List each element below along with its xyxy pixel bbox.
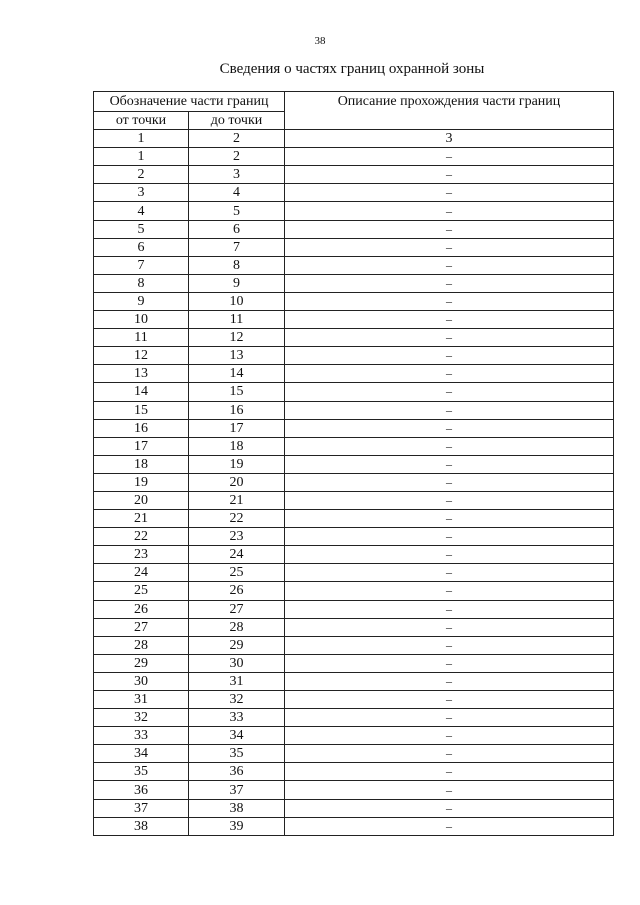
to-point-cell: 9 <box>189 274 285 292</box>
to-point-cell: 30 <box>189 654 285 672</box>
description-cell: – <box>285 510 614 528</box>
description-cell: – <box>285 491 614 509</box>
from-point-cell: 12 <box>94 347 189 365</box>
description-cell: – <box>285 473 614 491</box>
table-row <box>94 636 614 654</box>
to-point-cell: 19 <box>189 455 285 473</box>
table-row <box>94 238 614 256</box>
to-point-cell: 14 <box>189 365 285 383</box>
from-point-cell: 27 <box>94 618 189 636</box>
table-row <box>94 292 614 310</box>
from-point-cell: 22 <box>94 528 189 546</box>
from-point-cell: 2 <box>94 166 189 184</box>
table-row <box>94 618 614 636</box>
table-row <box>94 709 614 727</box>
description-cell: – <box>285 238 614 256</box>
from-point-cell: 32 <box>94 709 189 727</box>
to-point-cell: 24 <box>189 546 285 564</box>
to-point-cell: 5 <box>189 202 285 220</box>
table-row <box>94 781 614 799</box>
to-point-cell: 28 <box>189 618 285 636</box>
to-point-cell: 32 <box>189 691 285 709</box>
description-cell: – <box>285 202 614 220</box>
header-boundary-description: Описание прохождения части границ <box>285 92 614 130</box>
to-point-cell: 38 <box>189 799 285 817</box>
to-point-cell: 4 <box>189 184 285 202</box>
table-row <box>94 817 614 835</box>
table-row <box>94 437 614 455</box>
table-row <box>94 672 614 690</box>
column-number-cell: 3 <box>285 130 614 148</box>
table-row <box>94 564 614 582</box>
from-point-cell: 20 <box>94 491 189 509</box>
table-row <box>94 419 614 437</box>
description-cell: – <box>285 636 614 654</box>
from-point-cell: 31 <box>94 691 189 709</box>
table-row <box>94 347 614 365</box>
description-cell: – <box>285 564 614 582</box>
description-cell: – <box>285 817 614 835</box>
to-point-cell: 35 <box>189 745 285 763</box>
description-cell: – <box>285 709 614 727</box>
description-cell: – <box>285 347 614 365</box>
from-point-cell: 19 <box>94 473 189 491</box>
to-point-cell: 18 <box>189 437 285 455</box>
table-row <box>94 148 614 166</box>
description-cell: – <box>285 184 614 202</box>
page-number: 38 <box>314 35 326 47</box>
description-cell: – <box>285 582 614 600</box>
to-point-cell: 31 <box>189 672 285 690</box>
description-cell: – <box>285 781 614 799</box>
from-point-cell: 6 <box>94 238 189 256</box>
from-point-cell: 33 <box>94 727 189 745</box>
from-point-cell: 36 <box>94 781 189 799</box>
description-cell: – <box>285 745 614 763</box>
description-cell: – <box>285 311 614 329</box>
table-row <box>94 799 614 817</box>
from-point-cell: 29 <box>94 654 189 672</box>
from-point-cell: 13 <box>94 365 189 383</box>
description-cell: – <box>285 600 614 618</box>
table-row <box>94 401 614 419</box>
from-point-cell: 5 <box>94 220 189 238</box>
description-cell: – <box>285 799 614 817</box>
from-point-cell: 28 <box>94 636 189 654</box>
to-point-cell: 34 <box>189 727 285 745</box>
table-row <box>94 311 614 329</box>
to-point-cell: 12 <box>189 329 285 347</box>
table-row <box>94 654 614 672</box>
table-row <box>94 184 614 202</box>
table-row <box>94 166 614 184</box>
table-row <box>94 256 614 274</box>
table-body <box>94 148 614 836</box>
from-point-cell: 7 <box>94 256 189 274</box>
to-point-cell: 25 <box>189 564 285 582</box>
to-point-cell: 36 <box>189 763 285 781</box>
to-point-cell: 3 <box>189 166 285 184</box>
to-point-cell: 6 <box>189 220 285 238</box>
from-point-cell: 18 <box>94 455 189 473</box>
description-cell: – <box>285 256 614 274</box>
table-row <box>94 329 614 347</box>
to-point-cell: 33 <box>189 709 285 727</box>
header-from-point: от точки <box>94 112 189 130</box>
table-row <box>94 582 614 600</box>
table-header-row <box>94 92 614 112</box>
to-point-cell: 16 <box>189 401 285 419</box>
table-row <box>94 491 614 509</box>
description-cell: – <box>285 618 614 636</box>
description-cell: – <box>285 166 614 184</box>
description-cell: – <box>285 654 614 672</box>
table-row <box>94 510 614 528</box>
from-point-cell: 30 <box>94 672 189 690</box>
table-row <box>94 220 614 238</box>
table-row <box>94 691 614 709</box>
from-point-cell: 25 <box>94 582 189 600</box>
header-to-point: до точки <box>189 112 285 130</box>
to-point-cell: 13 <box>189 347 285 365</box>
to-point-cell: 39 <box>189 817 285 835</box>
from-point-cell: 11 <box>94 329 189 347</box>
table-row <box>94 763 614 781</box>
column-number-cell: 1 <box>94 130 189 148</box>
table-row <box>94 727 614 745</box>
from-point-cell: 10 <box>94 311 189 329</box>
description-cell: – <box>285 455 614 473</box>
from-point-cell: 17 <box>94 437 189 455</box>
table-row <box>94 455 614 473</box>
to-point-cell: 26 <box>189 582 285 600</box>
to-point-cell: 29 <box>189 636 285 654</box>
description-cell: – <box>285 691 614 709</box>
from-point-cell: 34 <box>94 745 189 763</box>
description-cell: – <box>285 292 614 310</box>
to-point-cell: 10 <box>189 292 285 310</box>
from-point-cell: 15 <box>94 401 189 419</box>
to-point-cell: 23 <box>189 528 285 546</box>
boundary-parts-table <box>93 91 614 836</box>
description-cell: – <box>285 727 614 745</box>
from-point-cell: 14 <box>94 383 189 401</box>
table-row <box>94 274 614 292</box>
description-cell: – <box>285 528 614 546</box>
from-point-cell: 9 <box>94 292 189 310</box>
description-cell: – <box>285 220 614 238</box>
from-point-cell: 16 <box>94 419 189 437</box>
from-point-cell: 1 <box>94 148 189 166</box>
table-row <box>94 473 614 491</box>
to-point-cell: 17 <box>189 419 285 437</box>
from-point-cell: 26 <box>94 600 189 618</box>
to-point-cell: 27 <box>189 600 285 618</box>
to-point-cell: 20 <box>189 473 285 491</box>
to-point-cell: 7 <box>189 238 285 256</box>
description-cell: – <box>285 437 614 455</box>
description-cell: – <box>285 329 614 347</box>
from-point-cell: 35 <box>94 763 189 781</box>
column-number-row <box>94 130 614 148</box>
table-row <box>94 546 614 564</box>
description-cell: – <box>285 546 614 564</box>
table-row <box>94 202 614 220</box>
to-point-cell: 15 <box>189 383 285 401</box>
to-point-cell: 11 <box>189 311 285 329</box>
from-point-cell: 8 <box>94 274 189 292</box>
description-cell: – <box>285 365 614 383</box>
from-point-cell: 23 <box>94 546 189 564</box>
header-boundary-designation: Обозначение части границ <box>94 92 285 112</box>
description-cell: – <box>285 148 614 166</box>
from-point-cell: 21 <box>94 510 189 528</box>
table-row <box>94 600 614 618</box>
to-point-cell: 21 <box>189 491 285 509</box>
table-row <box>94 745 614 763</box>
table-row <box>94 528 614 546</box>
to-point-cell: 8 <box>189 256 285 274</box>
from-point-cell: 3 <box>94 184 189 202</box>
description-cell: – <box>285 383 614 401</box>
description-cell: – <box>285 274 614 292</box>
description-cell: – <box>285 763 614 781</box>
description-cell: – <box>285 419 614 437</box>
description-cell: – <box>285 401 614 419</box>
table-row <box>94 365 614 383</box>
table-row <box>94 383 614 401</box>
from-point-cell: 4 <box>94 202 189 220</box>
document-title: Сведения о частях границ охранной зоны <box>219 61 485 77</box>
to-point-cell: 37 <box>189 781 285 799</box>
from-point-cell: 24 <box>94 564 189 582</box>
to-point-cell: 2 <box>189 148 285 166</box>
column-number-cell: 2 <box>189 130 285 148</box>
from-point-cell: 37 <box>94 799 189 817</box>
description-cell: – <box>285 672 614 690</box>
to-point-cell: 22 <box>189 510 285 528</box>
from-point-cell: 38 <box>94 817 189 835</box>
